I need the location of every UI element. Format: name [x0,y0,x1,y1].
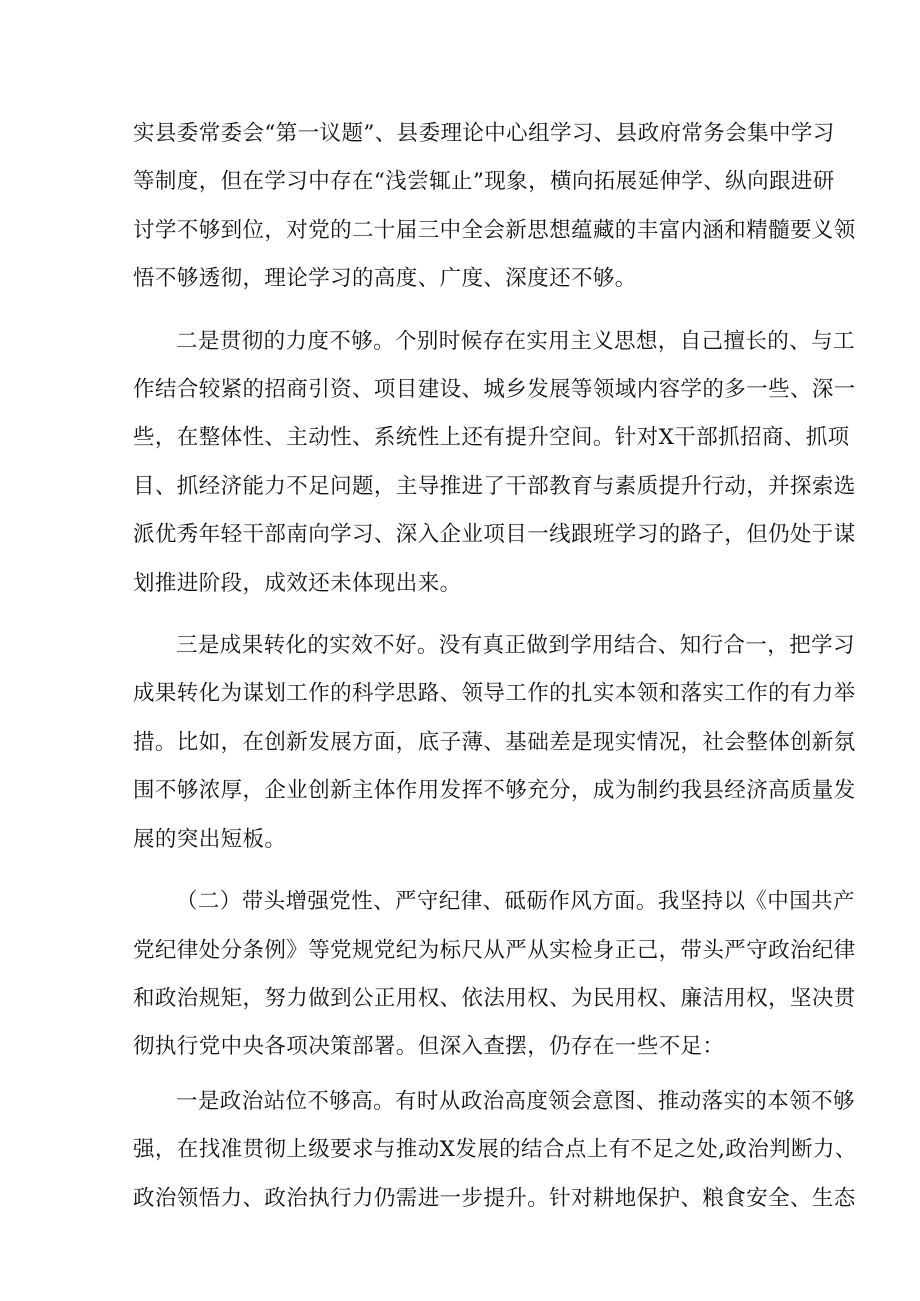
text-line: 等制度，但在学习中存在“浅尝辄止”现象，横向拓展延伸学、纵向跟进研 [133,169,835,195]
text-line: 二是贯彻的力度不够。个别时候存在实用主义思想，自己擅长的、与工 [176,328,855,354]
text-line: 措。比如，在创新发展方面，底子薄、基础差是现实情况，社会整体创新氛 [133,729,856,755]
text-line: 和政治规矩，努力做到公正用权、依法用权、为民用权、廉洁用权，坚决贯 [133,985,856,1011]
paragraph-2 [133,318,856,608]
paragraph-5 [133,1078,857,1223]
text-line: 悟不够透彻，理论学习的高度、广度、深度还不够。 [133,266,637,292]
text-line: （二）带头增强党性、严守纪律、砥砺作风方面。我坚持以《中国共产 [176,889,855,915]
text-line: 展的突出短板。 [133,826,287,852]
text-line: 三是成果转化的实效不好。没有真正做到学用结合、知行合一，把学习 [176,633,855,659]
text-line: 一是政治站位不够高。有时从政治高度领会意图、推动落实的本领不够 [176,1088,855,1114]
text-line: 作结合较紧的招商引资、项目建设、城乡发展等领域内容学的多一些、深一 [133,377,856,403]
text-line: 实县委常委会“第一议题”、县委理论中心组学习、县政府常务会集中学习 [133,121,835,146]
text-line: 强，在找准贯彻上级要求与推动X发展的结合点上有不足之处,政治判断力、 [133,1137,857,1163]
text-line: 划推进阶段，成效还未体现出来。 [133,570,462,596]
paragraph-1 [133,110,856,304]
text-line: 目、抓经济能力不足问题，主导推进了干部教育与素质提升行动，并探索选 [133,473,856,499]
text-line: 党纪律处分条例》等党规党纪为标尺从严从实检身正己，带头严守政治纪律 [133,937,856,963]
document-body [133,110,857,1223]
text-line: 讨学不够到位，对党的二十届三中全会新思想蕴藏的丰富内涵和精髓要义领 [133,217,856,243]
paragraph-3 [133,622,856,864]
text-line: 彻执行党中央各项决策部署。但深入查摆，仍存在一些不足： [133,1034,725,1060]
text-line: 成果转化为谋划工作的科学思路、领导工作的扎实本领和落实工作的有力举 [133,681,856,707]
text-line: 政治领悟力、政治执行力仍需进一步提升。针对耕地保护、粮食安全、生态 [133,1185,856,1211]
text-line: 派优秀年轻干部南向学习、深入企业项目一线跟班学习的路子，但仍处于谋 [133,522,856,548]
text-line: 些，在整体性、主动性、系统性上还有提升空间。针对X干部抓招商、抓项 [133,425,850,451]
paragraph-4 [133,878,856,1072]
text-line: 围不够浓厚，企业创新主体作用发挥不够充分，成为制约我县经济高质量发 [133,778,856,804]
